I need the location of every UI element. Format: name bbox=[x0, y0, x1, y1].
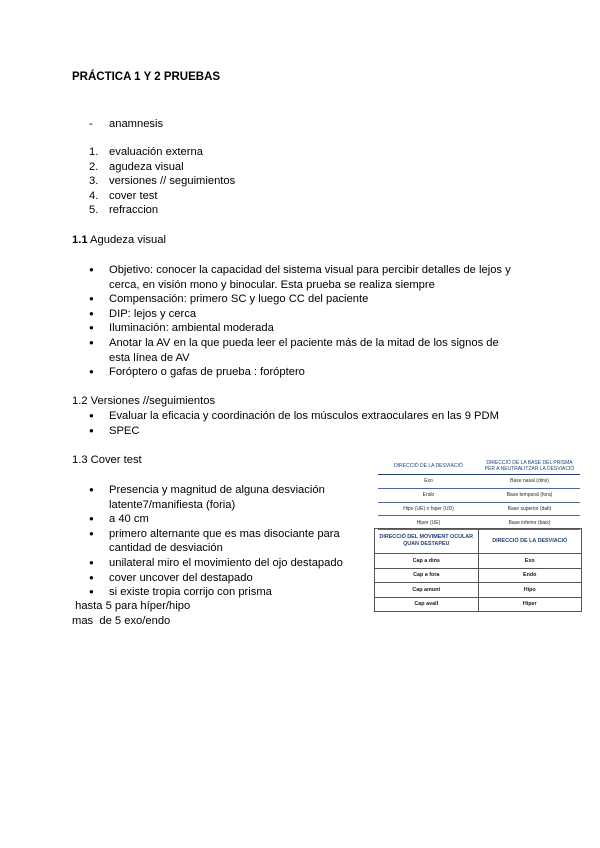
list-item: ● primero alternante que es mas disociante para cantidad de desviación bbox=[89, 527, 357, 556]
table-row: Endo Base temporal (fora) bbox=[378, 488, 580, 502]
list-item: ● DIP: lejos y cerca bbox=[89, 307, 519, 322]
bullet-list-1-1 bbox=[89, 263, 519, 380]
note-line: mas de 5 exo/endo bbox=[72, 615, 171, 627]
list-item: ● Evaluar la eficacia y coordinación de los músculos extraoculares en las 9 PDM bbox=[89, 409, 529, 424]
page-title: PRÁCTICA 1 Y 2 PRUEBAS bbox=[72, 71, 221, 83]
section-heading-1-3: 1.3 Cover test bbox=[72, 454, 142, 466]
list-item: ● unilateral miro el movimiento del ojo destapado bbox=[89, 556, 357, 571]
list-item: ● Foróptero o gafas de prueba : foróptero bbox=[89, 365, 519, 380]
table-header: DIRECCIÓ DEL MOVIMENT OCULAR QUAN DESTAPEU bbox=[375, 529, 479, 554]
table-header: DIRECCIÓ DE LA BASE DEL PRISMA PER A NEUTRALITZAR LA DESVIACIÓ bbox=[479, 458, 580, 475]
note-line: hasta 5 para híper/hipo bbox=[72, 600, 191, 612]
table-row: Hiper (UE) Base inferior (baix) bbox=[378, 516, 580, 530]
list-item: anamnesis bbox=[109, 118, 164, 130]
list-item: ● si existe tropia corrijo con prisma bbox=[89, 585, 357, 600]
section-title: Agudeza visual bbox=[87, 234, 166, 246]
list-item: ● Compensación: primero SC y luego CC del paciente bbox=[89, 292, 519, 307]
section-heading-1-1 bbox=[72, 234, 166, 246]
list-item: ● a 40 cm bbox=[89, 512, 357, 527]
list-item: ● Anotar la AV en la que pueda leer el paciente más de la mitad de los signos de esta línea de AV bbox=[89, 336, 519, 365]
table-row: Cap a dins Exo bbox=[375, 554, 582, 569]
list-item: ● Iluminación: ambiental moderada bbox=[89, 321, 519, 336]
section-number: 1.1 bbox=[72, 234, 88, 246]
list-item: ● cover uncover del destapado bbox=[89, 571, 357, 586]
list-dash: - bbox=[89, 118, 93, 130]
bullet-list-1-3 bbox=[89, 483, 357, 600]
table-header: DIRECCIÓ DE LA DESVIACIÓ bbox=[478, 529, 582, 554]
bullet-list-1-2 bbox=[89, 409, 529, 438]
table-row: Exo Base nasal (dins) bbox=[378, 475, 580, 489]
table-row: Hipo (UE) o hiper (UD) Base superior (dalt) bbox=[378, 502, 580, 516]
table-row: Cap a fora Endo bbox=[375, 568, 582, 583]
list-item: ● Presencia y magnitud de alguna desviación latente7/manifiesta (foria) bbox=[89, 483, 357, 512]
table-row: Cap avall Hiper bbox=[375, 597, 582, 612]
list-item: ● SPEC bbox=[89, 424, 529, 439]
section-heading-1-2: 1.2 Versiones //seguimientos bbox=[72, 395, 216, 407]
eye-movement-table bbox=[374, 528, 582, 612]
list-item: ● Objetivo: conocer la capacidad del sistema visual para percibir detalles de lejos y cerca, en visión mono y binocular. Esta prueba se realiza siempre bbox=[89, 263, 519, 292]
table-header: DIRECCIÓ DE LA DESVIACIÓ bbox=[378, 458, 479, 475]
table-row: Cap amunt Hipo bbox=[375, 583, 582, 598]
prism-base-table bbox=[378, 458, 580, 530]
